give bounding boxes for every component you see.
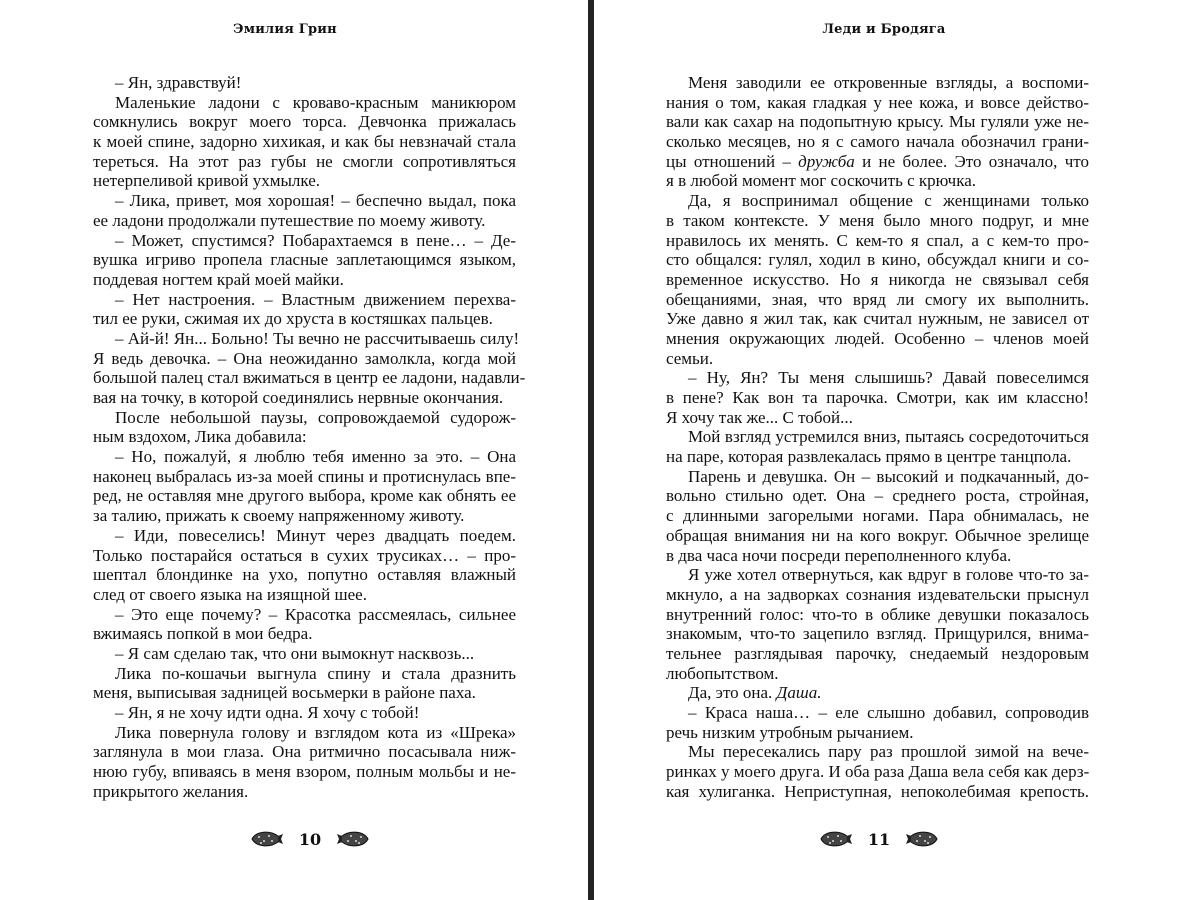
text-line: в пене? Как вон та парочка. Смотри, как им классно! xyxy=(666,388,1089,407)
text-line: Мы пересекались пару раз прошлой зимой на вече- xyxy=(688,742,1089,762)
text-line: наконец выбралась из-за моей спины и протиснулась впе- xyxy=(93,466,516,486)
running-head-right: Леди и Бродяга xyxy=(822,22,946,37)
text-line: ринках у моего друга. И оба раза Даша вела себя как дерз- xyxy=(666,762,1090,782)
text-line: кая хулиганка. Неприступная, непоколебимая крепость. xyxy=(666,781,1089,801)
text-line: – Ян, здравствуй! xyxy=(115,73,242,92)
text-line: след от своего языка на изящной шее. xyxy=(93,584,367,604)
text-line: внутренний голос: что-то в облике девушки показалось xyxy=(666,604,1089,624)
text-line: – Это еще почему? – Красотка рассмеялась, сильнее xyxy=(115,604,516,624)
text-line: Я ведь девочка. – Она неожиданно замолкла, когда мой xyxy=(93,348,516,368)
text-line: – Я сам сделаю так, что они вымокнут насквозь... xyxy=(115,643,475,663)
strawberry-ornament-icon xyxy=(336,828,370,850)
text-line: нетерпеливой кривой ухмылке. xyxy=(93,171,321,191)
text-line: меня, выписывая задницей восьмерки в районе паха. xyxy=(93,683,476,703)
text-line: Лика повернула голову и взглядом кота из «Шрека» xyxy=(115,722,516,742)
text-line: нравилось их менять. С кем-то я спал, а с кем-то про- xyxy=(666,230,1089,250)
text-line: ред, не оставляя мне другого выбора, кроме как обнять ее xyxy=(93,486,516,506)
text-line: к моей спине, задорно хихикая, и как бы невзначай стала xyxy=(93,132,516,152)
text-line: вали как сахар на подопытную крысу. Мы гуляли уже не- xyxy=(666,112,1089,132)
folio-left xyxy=(240,826,380,852)
right-page xyxy=(594,0,1181,900)
text-line: вжимаясь попкой в мои бедра. xyxy=(93,624,313,644)
text-line: вая на точку, в которой соединялись нервные окончания. xyxy=(93,388,504,407)
folio-right xyxy=(809,826,949,852)
text-line: Да, это она. Даша. xyxy=(688,683,822,703)
left-page xyxy=(0,0,588,900)
text-line: семьи. xyxy=(666,348,714,368)
strawberry-ornament-icon xyxy=(819,828,853,850)
text-line: заглянула в мои глаза. Она ритмично посасывала ниж- xyxy=(93,742,516,762)
text-line: Я уже хотел отвернуться, как вдруг в голове что-то за- xyxy=(688,565,1089,585)
text-line: – Иди, повеселись! Минут через двадцать поедем. xyxy=(115,525,516,545)
page-number-left: 10 xyxy=(298,829,322,849)
text-line: Да, я воспринимал общение с женщинами только xyxy=(688,191,1089,211)
text-line: за талию, прижать к своему напряженному животу. xyxy=(93,506,465,526)
text-line: любопытством. xyxy=(666,663,779,683)
text-line: – Ян, я не хочу идти одна. Я хочу с тобой! xyxy=(115,703,420,722)
text-line: – Ай-й! Ян... Больно! Ты вечно не рассчитываешь силу! xyxy=(115,328,520,348)
text-line: тил ее руки, сжимая их до хруста в костяшках пальцев. xyxy=(93,309,493,329)
text-line: нания о том, какая гладкая у нее кожа, и вовсе действо- xyxy=(666,92,1089,112)
text-line: – Ну, Ян? Ты меня слышишь? Давай повеселимся xyxy=(688,368,1089,388)
left-body-text xyxy=(93,73,526,801)
text-line: в таком контексте. У меня было много подруг, и мне xyxy=(666,210,1089,230)
text-line: Маленькие ладони с кроваво-красным маникюром xyxy=(115,92,516,112)
text-line: ее ладони продолжали путешествие по моему животу. xyxy=(93,210,486,230)
text-line: поддевая ногтем край моей майки. xyxy=(93,269,344,289)
text-line: речь низким утробным рычанием. xyxy=(666,722,914,742)
text-line: тельнее разглядывая парочку, снедаемый нездоровым xyxy=(666,643,1089,663)
text-line: сто общался: гулял, ходил в кино, обсуждал книги и со- xyxy=(666,250,1089,270)
text-line: временное искусство. Но я никогда не связывал себя xyxy=(666,269,1089,289)
text-line: Мой взгляд устремился вниз, пытаясь сосредоточиться xyxy=(688,427,1089,447)
text-line: шептал блондинке на ухо, попутно оставляя влажный xyxy=(93,565,516,585)
text-line: вушка игриво пропела гласные заплетающимся языком, xyxy=(93,250,516,270)
text-line: нюю губу, впиваясь в меня взором, полным мольбы и не- xyxy=(93,762,516,782)
text-line: в два часа ночи посреди переполненного клуба. xyxy=(666,545,1012,565)
strawberry-ornament-icon xyxy=(905,828,939,850)
text-line: вольно стильно одет. Она – среднего роста, стройная, xyxy=(666,486,1089,506)
text-line: на паре, которая развлекалась прямо в центре танцпола. xyxy=(666,447,1072,467)
text-line: ным вздохом, Лика добавила: xyxy=(93,427,307,447)
text-line: Парень и девушка. Он – высокий и подкачанный, до- xyxy=(688,466,1089,486)
text-line: Уже давно я жил так, как считал нужным, не зависел от xyxy=(666,309,1089,329)
text-line: – Нет настроения. – Властным движением перехва- xyxy=(115,289,516,309)
text-line: знакомым, что-то зацепило взгляд. Прищурился, внима- xyxy=(666,624,1089,644)
text-line: После небольшой паузы, сопровождаемой судорож- xyxy=(115,407,516,427)
right-body-text xyxy=(666,73,1089,801)
text-line: Меня заводили ее откровенные взгляды, а воспоми- xyxy=(688,73,1089,92)
text-line: сколько месяцев, но я с самого начала обозначил грани- xyxy=(666,132,1089,152)
text-line: Я хочу так же... С тобой... xyxy=(666,407,853,427)
text-line: тереться. На этот раз губы не смогли сопротивляться xyxy=(93,151,516,171)
text-line: обращая внимания ни на кого вокруг. Обычное зрелище xyxy=(666,525,1089,545)
strawberry-ornament-icon xyxy=(250,828,284,850)
text-line: мкнуло, а на задворках сознания издевательски прыснул xyxy=(666,584,1089,604)
page-number-right: 11 xyxy=(867,829,891,849)
text-line: сомкнулись вокруг моего торса. Девчонка прижалась xyxy=(93,112,516,132)
text-line: – Но, пожалуй, я люблю тебя именно за это. – Она xyxy=(115,447,516,467)
text-line: – Краса наша… – еле слышно добавил, сопроводив xyxy=(688,703,1089,722)
running-head-left: Эмилия Грин xyxy=(233,22,337,37)
text-line: Лика по-кошачьи выгнула спину и стала дразнить xyxy=(115,663,516,683)
text-line: Только постарайся остаться в сухих трусиках… – про- xyxy=(93,545,516,565)
text-line: – Лика, привет, моя хорошая! – беспечно выдал, пока xyxy=(115,191,516,211)
text-line: мнения окружающих людей. Особенно – членов моей xyxy=(666,328,1089,348)
text-line: большой палец стал вжиматься в центр ее ладони, надавли- xyxy=(93,368,526,388)
text-line: я в любой момент мог соскочить с крючка. xyxy=(666,171,977,191)
text-line: прикрытого желания. xyxy=(93,781,249,801)
text-line: цы отношений – дружба и не более. Это означало, что xyxy=(666,151,1089,171)
text-line: с длинными загорелыми ногами. Пара обнималась, не xyxy=(666,506,1089,526)
text-line: обещаниями, зная, что вряд ли смогу их выполнить. xyxy=(666,289,1089,309)
text-line: – Может, спустимся? Побарахтаемся в пене… – Де- xyxy=(115,230,516,250)
